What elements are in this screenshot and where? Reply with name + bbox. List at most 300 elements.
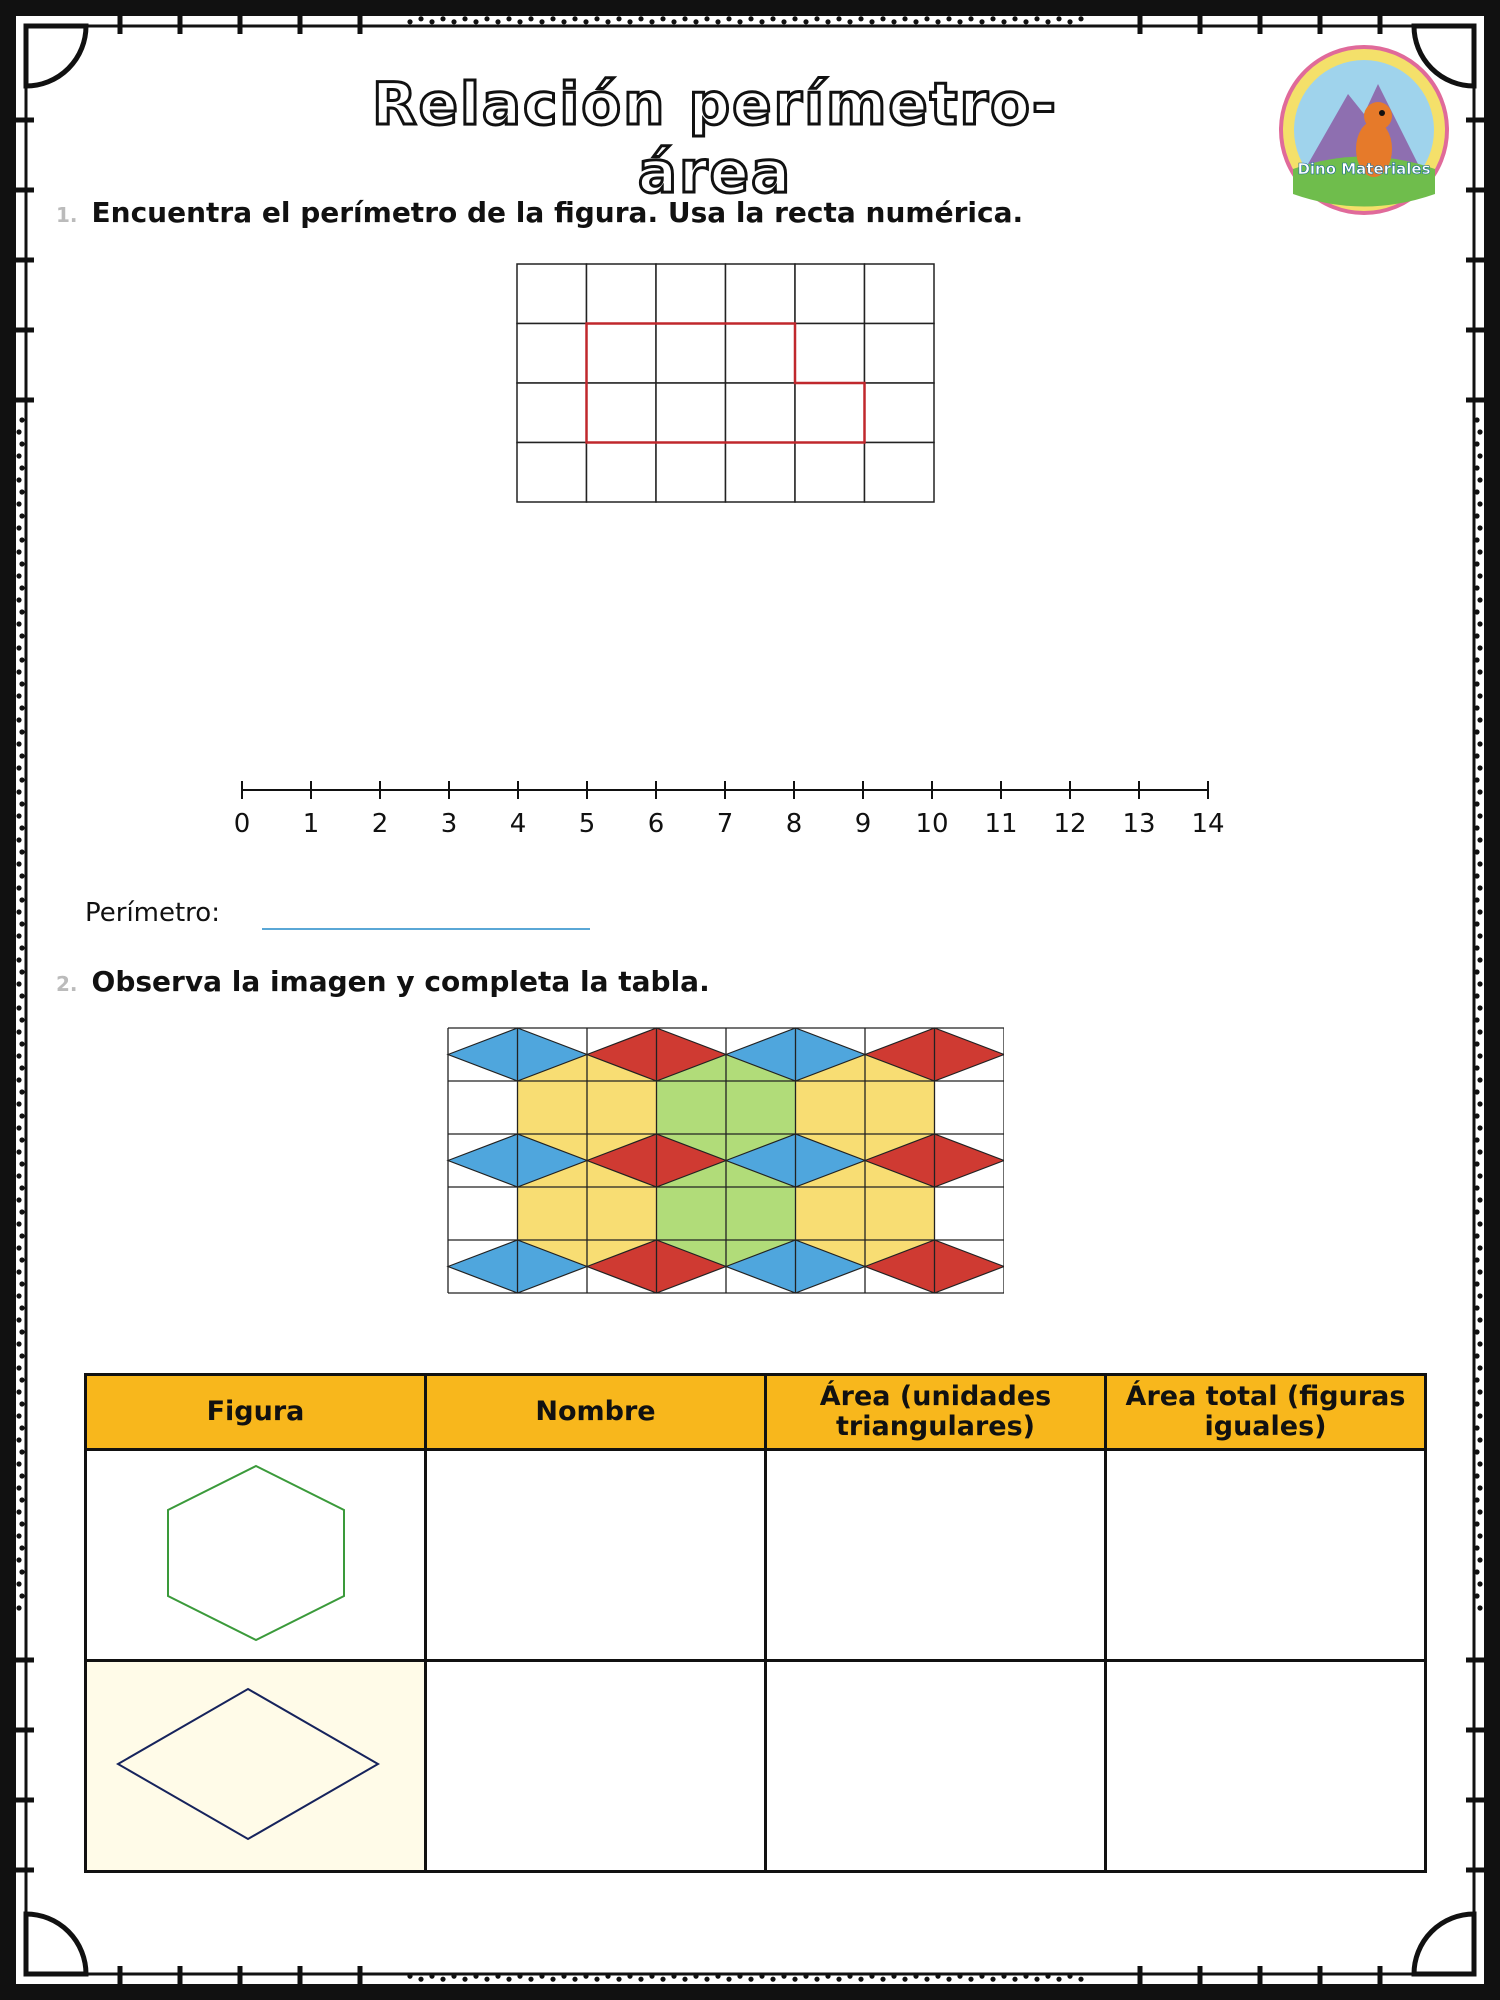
grid-cell: [587, 324, 657, 384]
grid-cell: [795, 383, 865, 443]
hexagon-icon: [146, 1458, 366, 1648]
border-dot: [748, 1977, 753, 1982]
border-dot: [16, 477, 21, 482]
border-dot: [16, 1053, 21, 1058]
border-dot: [1474, 753, 1479, 758]
question-2: [56, 965, 710, 998]
border-dot: [16, 933, 21, 938]
header-nombre: Nombre: [426, 1375, 766, 1450]
number-line-label: 3: [440, 809, 458, 839]
border-dot: [1474, 1161, 1479, 1166]
border-dot: [594, 1977, 599, 1982]
border-dot: [583, 1974, 588, 1979]
border-dot: [1474, 1065, 1479, 1070]
border-dot: [16, 741, 21, 746]
border-dot: [1474, 1257, 1479, 1262]
corner-decoration: [1414, 1914, 1474, 1974]
border-dot: [451, 19, 456, 24]
border-dot: [16, 717, 21, 722]
border-dot: [19, 753, 24, 758]
border-dot: [726, 16, 731, 21]
border-dot: [638, 16, 643, 21]
grid-cell: [656, 264, 726, 324]
border-dot: [990, 16, 995, 21]
border-dot: [1474, 1521, 1479, 1526]
border-dot: [19, 1305, 24, 1310]
number-line-label: 6: [647, 809, 665, 839]
border-dot: [19, 897, 24, 902]
border-dot: [19, 1113, 24, 1118]
border-dot: [1477, 1077, 1482, 1082]
grid-cell: [517, 383, 587, 443]
border-dot: [495, 19, 500, 24]
border-dot: [19, 1137, 24, 1142]
border-dot: [16, 1509, 21, 1514]
border-dot: [1474, 849, 1479, 854]
border-dot: [19, 729, 24, 734]
border-dot: [616, 16, 621, 21]
grid-cell: [726, 264, 796, 324]
border-dot: [19, 873, 24, 878]
border-dot: [16, 1005, 21, 1010]
border-dot: [792, 1977, 797, 1982]
border-dot: [19, 1281, 24, 1286]
border-dot: [968, 16, 973, 21]
border-dot: [16, 1173, 21, 1178]
border-dot: [407, 19, 412, 24]
border-dot: [1477, 837, 1482, 842]
border-dot: [1474, 441, 1479, 446]
border-dot: [1474, 1017, 1479, 1022]
figure-cell: [86, 1450, 426, 1661]
border-dot: [1474, 1209, 1479, 1214]
border-dot: [671, 1974, 676, 1979]
header-figura: Figura: [86, 1375, 426, 1450]
border-dot: [19, 993, 24, 998]
border-dot: [1001, 1974, 1006, 1979]
border-dot: [1477, 1101, 1482, 1106]
area-cell[interactable]: [766, 1661, 1106, 1872]
border-dot: [660, 1977, 665, 1982]
border-dot: [693, 19, 698, 24]
border-dot: [1477, 1197, 1482, 1202]
border-dot: [1474, 681, 1479, 686]
border-dot: [1012, 1977, 1017, 1982]
border-dot: [902, 1977, 907, 1982]
border-dot: [19, 945, 24, 950]
border-dot: [1477, 885, 1482, 890]
border-dot: [1477, 1125, 1482, 1130]
border-dot: [16, 1245, 21, 1250]
number-line-label: 13: [1122, 809, 1156, 839]
border-dot: [19, 1065, 24, 1070]
number-line-label: 5: [578, 809, 596, 839]
border-dot: [16, 1221, 21, 1226]
border-dot: [16, 1077, 21, 1082]
border-dot: [440, 1977, 445, 1982]
border-dot: [1012, 16, 1017, 21]
border-dot: [748, 16, 753, 21]
border-dot: [473, 1974, 478, 1979]
grid-cell: [587, 383, 657, 443]
border-dot: [16, 813, 21, 818]
border-dot: [484, 16, 489, 21]
question-1-text: Encuentra el perímetro de la figura. Usa la recta numérica.: [91, 196, 1024, 229]
border-dot: [1477, 1485, 1482, 1490]
border-dot: [869, 19, 874, 24]
border-dot: [19, 705, 24, 710]
border-dot: [561, 19, 566, 24]
border-dot: [1477, 453, 1482, 458]
table-row: [86, 1661, 1426, 1872]
border-dot: [1474, 873, 1479, 878]
border-dot: [429, 1974, 434, 1979]
border-dot: [539, 19, 544, 24]
border-dot: [16, 645, 21, 650]
border-dot: [19, 1041, 24, 1046]
grid-cell: [865, 443, 935, 503]
border-dot: [506, 16, 511, 21]
border-dot: [506, 1977, 511, 1982]
border-dot: [1477, 1461, 1482, 1466]
border-dot: [1477, 645, 1482, 650]
border-dot: [19, 1185, 24, 1190]
answer-table: [84, 1373, 1427, 1873]
border-dot: [594, 16, 599, 21]
border-dot: [16, 1293, 21, 1298]
border-dot: [770, 1977, 775, 1982]
border-dot: [671, 19, 676, 24]
grid-cell: [795, 324, 865, 384]
border-dot: [979, 1974, 984, 1979]
border-dot: [19, 1521, 24, 1526]
border-dot: [660, 16, 665, 21]
number-line-label: 14: [1191, 809, 1225, 839]
border-dot: [19, 417, 24, 422]
border-dot: [1474, 1401, 1479, 1406]
border-dot: [16, 765, 21, 770]
border-dot: [19, 921, 24, 926]
border-dot: [1477, 1533, 1482, 1538]
border-dot: [1474, 1233, 1479, 1238]
border-dot: [1474, 1353, 1479, 1358]
border-dot: [682, 1977, 687, 1982]
perimeter-label: Perímetro:: [85, 898, 220, 928]
border-dot: [1474, 1041, 1479, 1046]
border-dot: [759, 19, 764, 24]
border-dot: [16, 837, 21, 842]
figure-cell: [86, 1661, 426, 1872]
border-dot: [1001, 19, 1006, 24]
border-dot: [902, 16, 907, 21]
border-dot: [1474, 1425, 1479, 1430]
border-dot: [1477, 1389, 1482, 1394]
border-dot: [924, 16, 929, 21]
border-dot: [1474, 729, 1479, 734]
border-dot: [16, 621, 21, 626]
border-dot: [1477, 429, 1482, 434]
border-dot: [1477, 1173, 1482, 1178]
border-dot: [19, 561, 24, 566]
border-dot: [473, 19, 478, 24]
border-dot: [19, 825, 24, 830]
border-dot: [16, 1437, 21, 1442]
border-dot: [418, 16, 423, 21]
border-dot: [19, 609, 24, 614]
border-dot: [814, 16, 819, 21]
border-dot: [16, 429, 21, 434]
border-dot: [1474, 417, 1479, 422]
border-dot: [1034, 1977, 1039, 1982]
border-dot: [19, 1161, 24, 1166]
border-dot: [825, 19, 830, 24]
border-dot: [1474, 897, 1479, 902]
border-dot: [583, 19, 588, 24]
border-dot: [16, 957, 21, 962]
border-dot: [19, 1569, 24, 1574]
border-dot: [539, 1974, 544, 1979]
border-dot: [1477, 549, 1482, 554]
table-row: [86, 1450, 1426, 1661]
number-line-label: 12: [1053, 809, 1087, 839]
border-dot: [1477, 693, 1482, 698]
border-dot: [1045, 19, 1050, 24]
border-dot: [1474, 585, 1479, 590]
border-dot: [638, 1977, 643, 1982]
border-dot: [19, 777, 24, 782]
border-dot: [627, 1974, 632, 1979]
border-dot: [572, 1977, 577, 1982]
border-dot: [16, 1197, 21, 1202]
dinosaur-logo-icon: [1278, 44, 1450, 216]
border-dot: [616, 1977, 621, 1982]
border-dot: [19, 1329, 24, 1334]
border-dot: [1056, 1977, 1061, 1982]
border-dot: [1477, 981, 1482, 986]
area-cell[interactable]: [766, 1450, 1106, 1661]
perimeter-answer-line[interactable]: [262, 928, 590, 930]
border-dot: [1477, 597, 1482, 602]
border-dot: [1474, 945, 1479, 950]
border-dot: [770, 16, 775, 21]
grid-cell: [726, 383, 796, 443]
border-dot: [1477, 1221, 1482, 1226]
border-dot: [880, 1977, 885, 1982]
name-cell[interactable]: [426, 1661, 766, 1872]
border-dot: [528, 16, 533, 21]
border-dot: [627, 19, 632, 24]
grid-cell: [656, 443, 726, 503]
border-dot: [1477, 501, 1482, 506]
border-dot: [1477, 1365, 1482, 1370]
border-dot: [16, 525, 21, 530]
border-dot: [1477, 789, 1482, 794]
rhombus-icon: [116, 1679, 396, 1849]
border-dot: [1477, 1293, 1482, 1298]
grid-cell: [865, 324, 935, 384]
border-dot: [418, 1977, 423, 1982]
border-dot: [605, 1974, 610, 1979]
border-dot: [517, 19, 522, 24]
border-dot: [1078, 16, 1083, 21]
border-dot: [1477, 1005, 1482, 1010]
border-dot: [429, 19, 434, 24]
border-dot: [836, 16, 841, 21]
border-dot: [19, 441, 24, 446]
border-dot: [1474, 1569, 1479, 1574]
border-dot: [1474, 1329, 1479, 1334]
border-dot: [935, 1974, 940, 1979]
border-dot: [19, 1089, 24, 1094]
border-dot: [16, 549, 21, 554]
border-dot: [1477, 1557, 1482, 1562]
border-dot: [16, 1581, 21, 1586]
border-dot: [979, 19, 984, 24]
grid-cell: [726, 324, 796, 384]
border-dot: [891, 19, 896, 24]
border-dot: [682, 16, 687, 21]
border-dot: [462, 16, 467, 21]
border-dot: [19, 1449, 24, 1454]
border-dot: [880, 16, 885, 21]
border-dot: [1474, 513, 1479, 518]
border-dot: [16, 1101, 21, 1106]
border-dot: [1477, 525, 1482, 530]
border-dot: [1474, 1089, 1479, 1094]
border-dot: [935, 19, 940, 24]
border-dot: [781, 1974, 786, 1979]
border-dot: [847, 1974, 852, 1979]
name-cell[interactable]: [426, 1450, 766, 1661]
border-dot: [1477, 861, 1482, 866]
border-dot: [1474, 705, 1479, 710]
question-2-text: Observa la imagen y completa la tabla.: [91, 965, 710, 998]
border-dot: [19, 1233, 24, 1238]
border-dot: [781, 19, 786, 24]
border-dot: [19, 681, 24, 686]
border-dot: [19, 1473, 24, 1478]
border-dot: [1477, 669, 1482, 674]
border-dot: [528, 1977, 533, 1982]
border-dot: [495, 1974, 500, 1979]
border-dot: [16, 1125, 21, 1130]
number-line: [220, 776, 1240, 840]
border-dot: [16, 1485, 21, 1490]
border-dot: [990, 1977, 995, 1982]
border-dot: [1477, 717, 1482, 722]
border-dot: [440, 16, 445, 21]
border-dot: [16, 1605, 21, 1610]
border-dot: [803, 1974, 808, 1979]
border-dot: [726, 1977, 731, 1982]
border-dot: [858, 1977, 863, 1982]
header-area-total: Área total (figuras iguales): [1106, 1375, 1426, 1450]
border-dot: [1056, 16, 1061, 21]
table-header-row: [86, 1375, 1426, 1450]
border-dot: [913, 1974, 918, 1979]
total-area-cell[interactable]: [1106, 1450, 1426, 1661]
border-dot: [836, 1977, 841, 1982]
border-dot: [1477, 765, 1482, 770]
border-dot: [1474, 825, 1479, 830]
border-dot: [1477, 1509, 1482, 1514]
grid-cell: [517, 264, 587, 324]
triangle-pattern: [446, 1026, 1004, 1296]
grid-cell: [517, 443, 587, 503]
border-dot: [803, 19, 808, 24]
border-dot: [924, 1977, 929, 1982]
border-dot: [19, 1401, 24, 1406]
border-dot: [1477, 1341, 1482, 1346]
border-dot: [1477, 1149, 1482, 1154]
total-area-cell[interactable]: [1106, 1661, 1426, 1872]
border-dot: [1078, 1977, 1083, 1982]
border-dot: [19, 657, 24, 662]
corner-decoration: [26, 26, 86, 86]
number-line-label: 9: [854, 809, 872, 839]
border-dot: [737, 1974, 742, 1979]
border-dot: [693, 1974, 698, 1979]
grid-cell: [587, 264, 657, 324]
question-1: [56, 196, 1023, 229]
border-dot: [825, 1974, 830, 1979]
border-dot: [1477, 1581, 1482, 1586]
grid-cell: [656, 383, 726, 443]
perimeter-grid: [515, 262, 935, 504]
border-dot: [1477, 1269, 1482, 1274]
border-dot: [16, 1413, 21, 1418]
border-dot: [1477, 1029, 1482, 1034]
border-dot: [16, 501, 21, 506]
grid-cell: [656, 324, 726, 384]
border-dot: [704, 1977, 709, 1982]
border-dot: [704, 16, 709, 21]
border-dot: [1474, 1473, 1479, 1478]
border-dot: [1474, 777, 1479, 782]
border-dot: [16, 1317, 21, 1322]
border-dot: [19, 465, 24, 470]
border-dot: [1477, 1437, 1482, 1442]
border-dot: [19, 513, 24, 518]
border-dot: [16, 573, 21, 578]
border-dot: [16, 1149, 21, 1154]
logo-text: Dino Materiales: [1297, 160, 1431, 178]
header-area: Área (unidades triangulares): [766, 1375, 1106, 1450]
question-2-number: 2.: [56, 972, 78, 996]
border-dot: [1474, 1281, 1479, 1286]
border-dot: [1474, 921, 1479, 926]
border-dot: [19, 801, 24, 806]
border-dot: [16, 861, 21, 866]
border-dot: [19, 633, 24, 638]
border-dot: [484, 1977, 489, 1982]
border-dot: [1477, 741, 1482, 746]
number-line-label: 4: [509, 809, 527, 839]
border-dot: [451, 1974, 456, 1979]
border-dot: [1477, 1317, 1482, 1322]
border-dot: [1067, 1974, 1072, 1979]
border-dot: [19, 1425, 24, 1430]
border-dot: [1477, 933, 1482, 938]
corner-decoration: [26, 1914, 86, 1974]
border-dot: [1474, 1377, 1479, 1382]
border-dot: [1474, 609, 1479, 614]
border-dot: [1477, 1605, 1482, 1610]
border-dot: [1474, 1545, 1479, 1550]
border-dot: [869, 1974, 874, 1979]
border-dot: [1477, 909, 1482, 914]
grid-cell: [865, 383, 935, 443]
